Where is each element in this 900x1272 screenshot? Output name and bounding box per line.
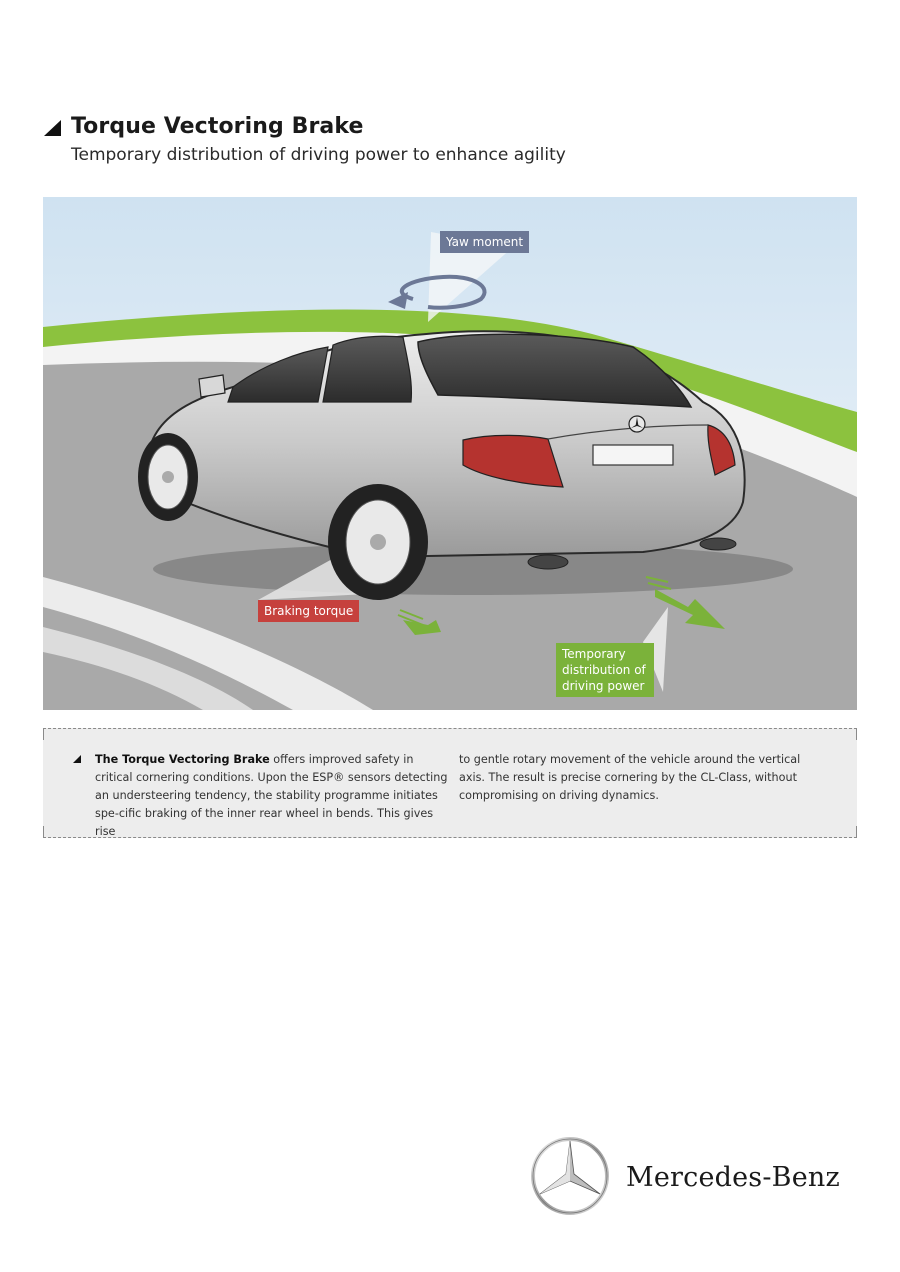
info-bold-lead: The Torque Vectoring Brake xyxy=(95,753,270,766)
callout-yaw-moment: Yaw moment xyxy=(440,231,529,253)
trunk-emblem xyxy=(629,416,645,432)
exhaust-left xyxy=(528,555,568,569)
info-box xyxy=(43,728,857,838)
mercedes-star-icon xyxy=(530,1136,610,1216)
corner-mark xyxy=(856,826,857,838)
page-subtitle: Temporary distribution of driving power to enhance agility xyxy=(71,145,566,165)
illustration-svg xyxy=(43,197,857,710)
triangle-bullet-icon xyxy=(44,120,61,136)
license-plate xyxy=(593,445,673,465)
wheel-front-left xyxy=(138,433,198,521)
page-title: Torque Vectoring Brake xyxy=(71,114,364,139)
info-col1-text: offers improved safety in critical cornering conditions. Upon the ESP® sensors detecting an understeering tendency, the stability programme initiates spe-cific braking of the inner rear wheel in bends. This gives rise xyxy=(95,753,448,838)
title-row xyxy=(44,114,864,139)
corner-mark xyxy=(43,826,44,838)
wheel-rear-left xyxy=(328,484,428,600)
side-mirror xyxy=(199,375,225,397)
page-header xyxy=(44,114,864,165)
car-illustration xyxy=(43,197,857,710)
callout-driving-power: Temporary distribution of driving power xyxy=(556,643,654,697)
corner-mark xyxy=(43,728,44,740)
triangle-bullet-icon xyxy=(73,755,81,763)
exhaust-right xyxy=(700,538,736,550)
side-window-rear xyxy=(323,336,411,402)
info-text-col2: to gentle rotary movement of the vehicle around the vertical axis. The result is precise cornering by the CL-Class, without compromising on driving dynamics. xyxy=(459,753,801,802)
dashed-border-top xyxy=(43,728,857,729)
corner-mark xyxy=(856,728,857,740)
info-text-col1 xyxy=(95,751,451,841)
callout-braking-torque: Braking torque xyxy=(258,600,359,622)
brand-wordmark: Mercedes-Benz xyxy=(626,1162,840,1193)
